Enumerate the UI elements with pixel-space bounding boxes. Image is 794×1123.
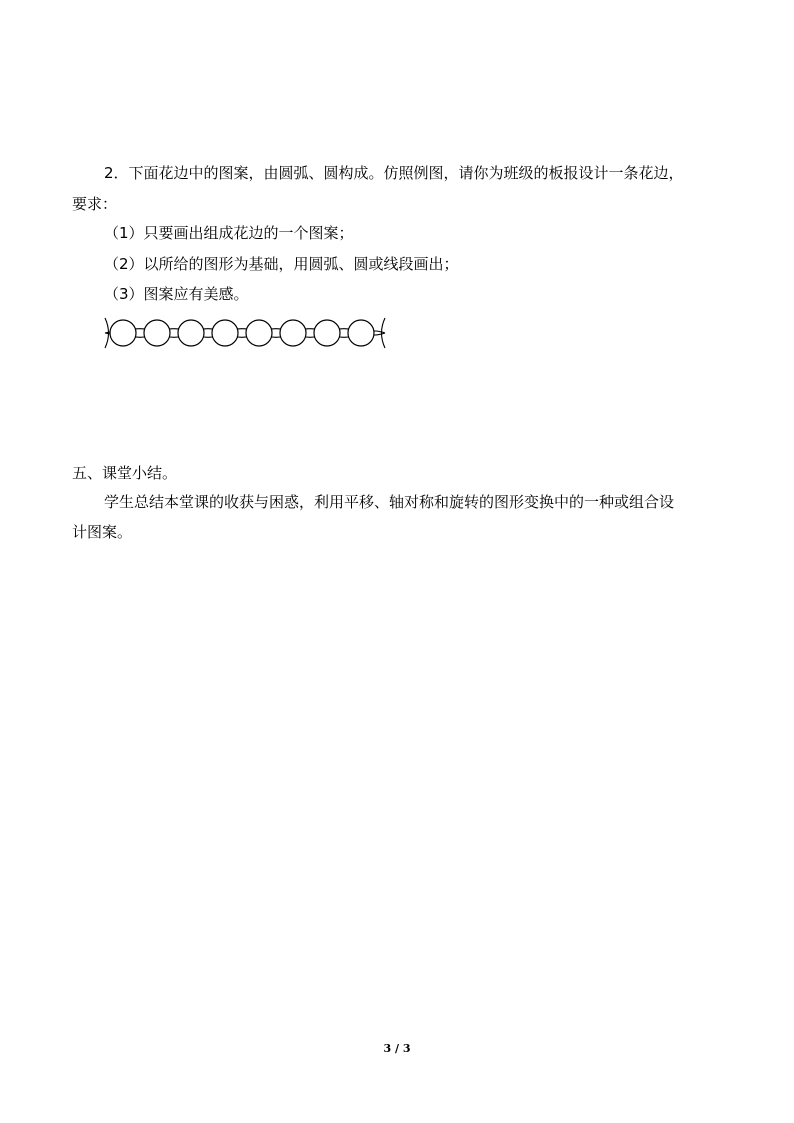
question-line-2: 要求： [72, 195, 118, 213]
requirement-1: （1）只要画出组成花边的一个图案； [104, 224, 354, 242]
border-circle [110, 320, 136, 346]
lace-border-figure [104, 314, 386, 352]
section-title-summary: 五、课堂小结。 [72, 464, 178, 482]
summary-line-1: 学生总结本堂课的收获与困惑，利用平移、轴对称和旋转的图形变换中的一种或组合设 [104, 493, 675, 511]
requirement-2: （2）以所给的图形为基础，用圆弧、圆或线段画出； [104, 255, 459, 273]
border-circle [280, 320, 306, 346]
requirement-3: （3）图案应有美感。 [104, 285, 249, 303]
page-number: 3 / 3 [383, 1042, 411, 1055]
summary-line-2: 计图案。 [72, 523, 133, 541]
border-circle [212, 320, 238, 346]
border-circle [246, 320, 272, 346]
border-circle [348, 320, 374, 346]
border-circle [314, 320, 340, 346]
question-line-1: 2．下面花边中的图案，由圆弧、圆构成。仿照例图，请你为班级的板报设计一条花边， [104, 164, 684, 182]
border-circle [144, 320, 170, 346]
border-circle [178, 320, 204, 346]
